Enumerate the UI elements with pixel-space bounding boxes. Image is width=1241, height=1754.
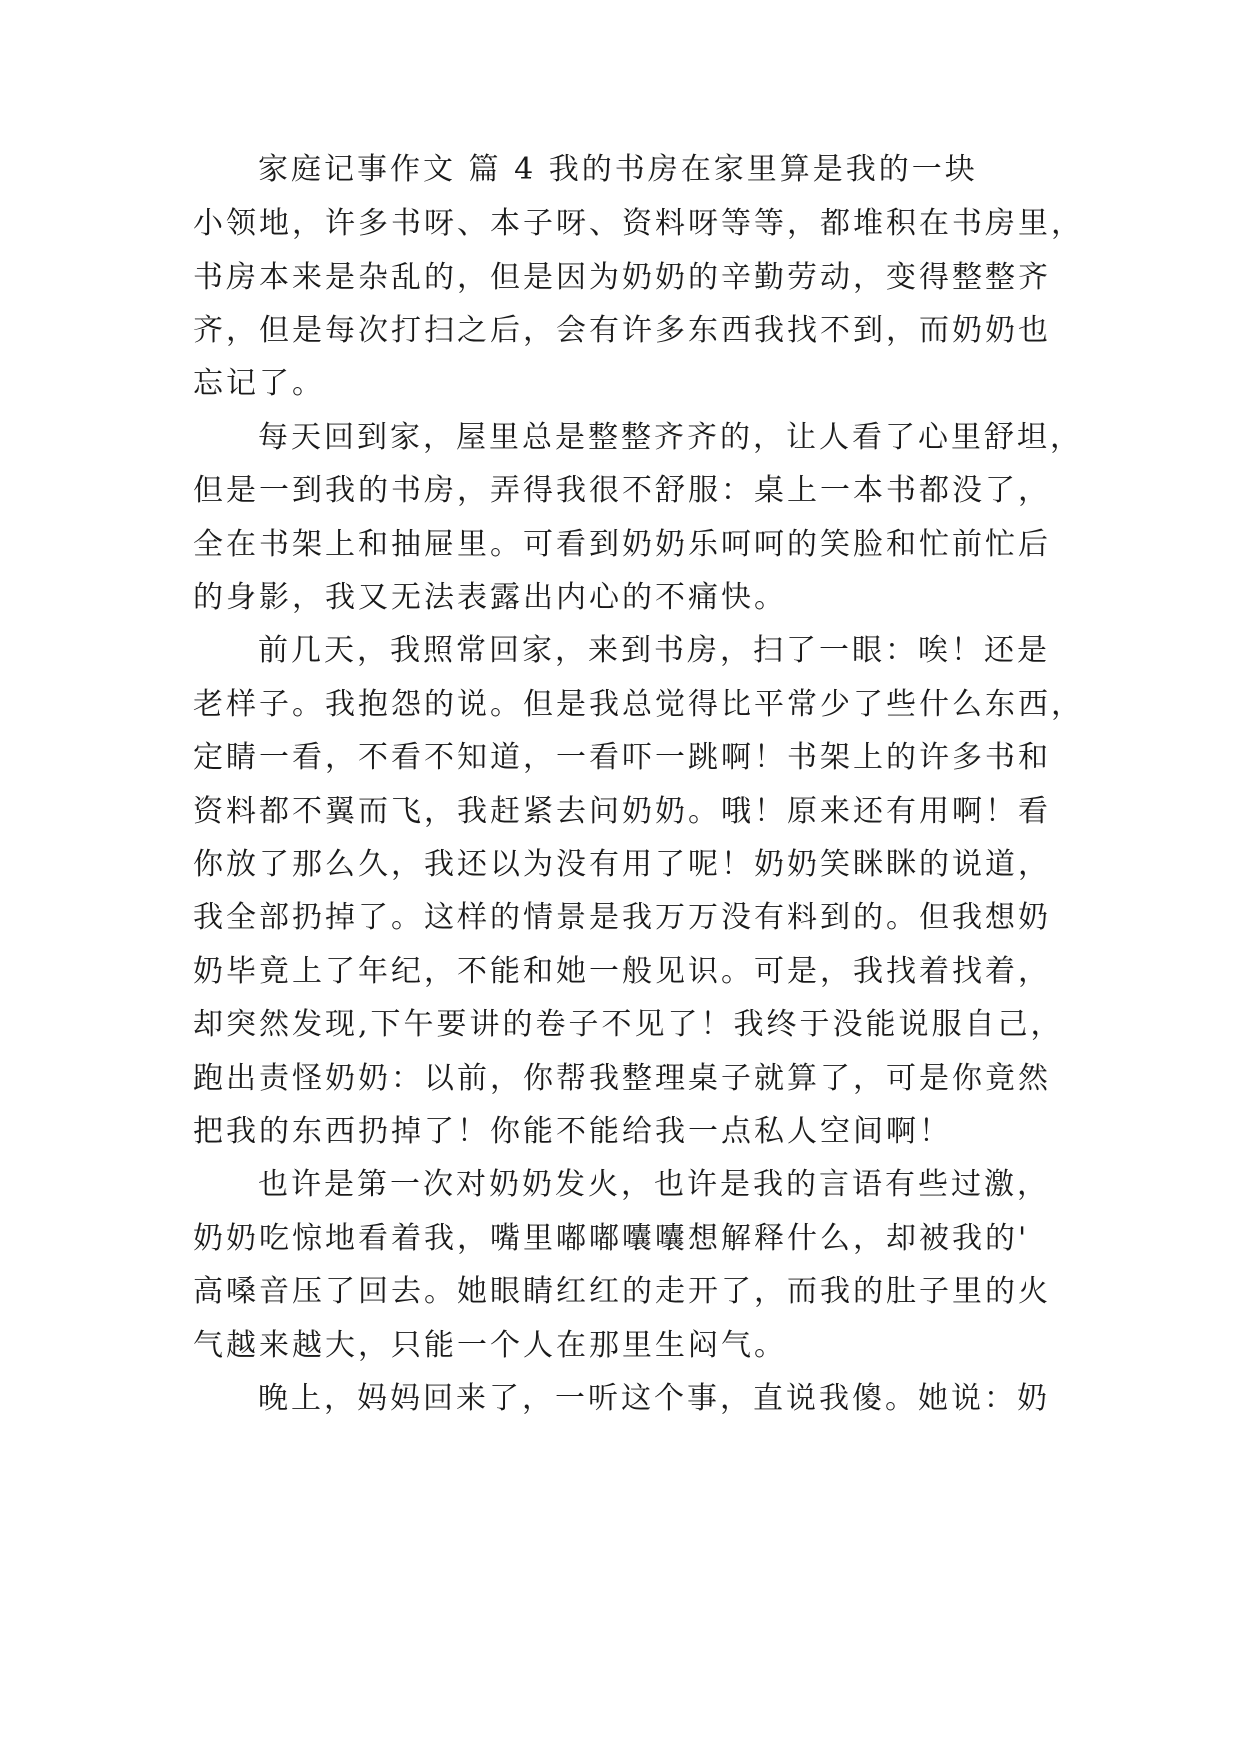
paragraph-line: 定睛一看，不看不知道，一看吓一跳啊！书架上的许多书和: [193, 740, 1051, 775]
paragraph-line: 高嗓音压了回去。她眼睛红红的走开了，而我的肚子里的火: [193, 1274, 1051, 1309]
paragraph-line: 小领地，许多书呀、本子呀、资料呀等等，都堆积在书房里，: [193, 206, 1084, 241]
paragraph-line: 跑出责怪奶奶：以前，你帮我整理桌子就算了，可是你竟然: [193, 1061, 1051, 1096]
paragraph-line: 前几天，我照常回家，来到书房，扫了一眼：唉！还是: [258, 633, 1050, 668]
paragraph-line: 把我的东西扔掉了！你能不能给我一点私人空间啊！: [193, 1114, 952, 1149]
paragraph-line: 却突然发现,下午要讲的卷子不见了！我终于没能说服自己，: [193, 1007, 1064, 1042]
paragraph-line: 你放了那么久，我还以为没有用了呢！奶奶笑眯眯的说道，: [193, 847, 1051, 882]
paragraph-line: 每天回到家，屋里总是整整齐齐的，让人看了心里舒坦，: [258, 420, 1083, 455]
paragraph-line: 全在书架上和抽屉里。可看到奶奶乐呵呵的笑脸和忙前忙后: [193, 527, 1051, 562]
paragraph-line: 老样子。我抱怨的说。但是我总觉得比平常少了些什么东西，: [193, 687, 1084, 722]
paragraph-line: 资料都不翼而飞，我赶紧去问奶奶。哦！原来还有用啊！看: [193, 794, 1051, 829]
paragraph-line: 也许是第一次对奶奶发火，也许是我的言语有些过激，: [258, 1167, 1050, 1202]
paragraph-line: 奶奶吃惊地看着我，嘴里嘟嘟囔囔想解释什么，却被我的': [193, 1221, 1030, 1256]
paragraph-line: 晚上，妈妈回来了，一听这个事，直说我傻。她说：奶: [258, 1381, 1050, 1416]
paragraph-line: 家庭记事作文 篇 4 我的书房在家里算是我的一块: [258, 152, 978, 187]
paragraph-line: 气越来越大，只能一个人在那里生闷气。: [193, 1328, 787, 1363]
paragraph-line: 的身影，我又无法表露出内心的不痛快。: [193, 580, 787, 615]
paragraph-line: 书房本来是杂乱的，但是因为奶奶的辛勤劳动，变得整整齐: [193, 260, 1051, 295]
paragraph-line: 忘记了。: [193, 366, 325, 401]
paragraph-line: 齐，但是每次打扫之后，会有许多东西我找不到，而奶奶也: [193, 313, 1051, 348]
paragraph-line: 我全部扔掉了。这样的情景是我万万没有料到的。但我想奶: [193, 900, 1051, 935]
paragraph-line: 奶毕竟上了年纪，不能和她一般见识。可是，我找着找着，: [193, 954, 1051, 989]
paragraph-line: 但是一到我的书房，弄得我很不舒服：桌上一本书都没了，: [193, 473, 1051, 508]
